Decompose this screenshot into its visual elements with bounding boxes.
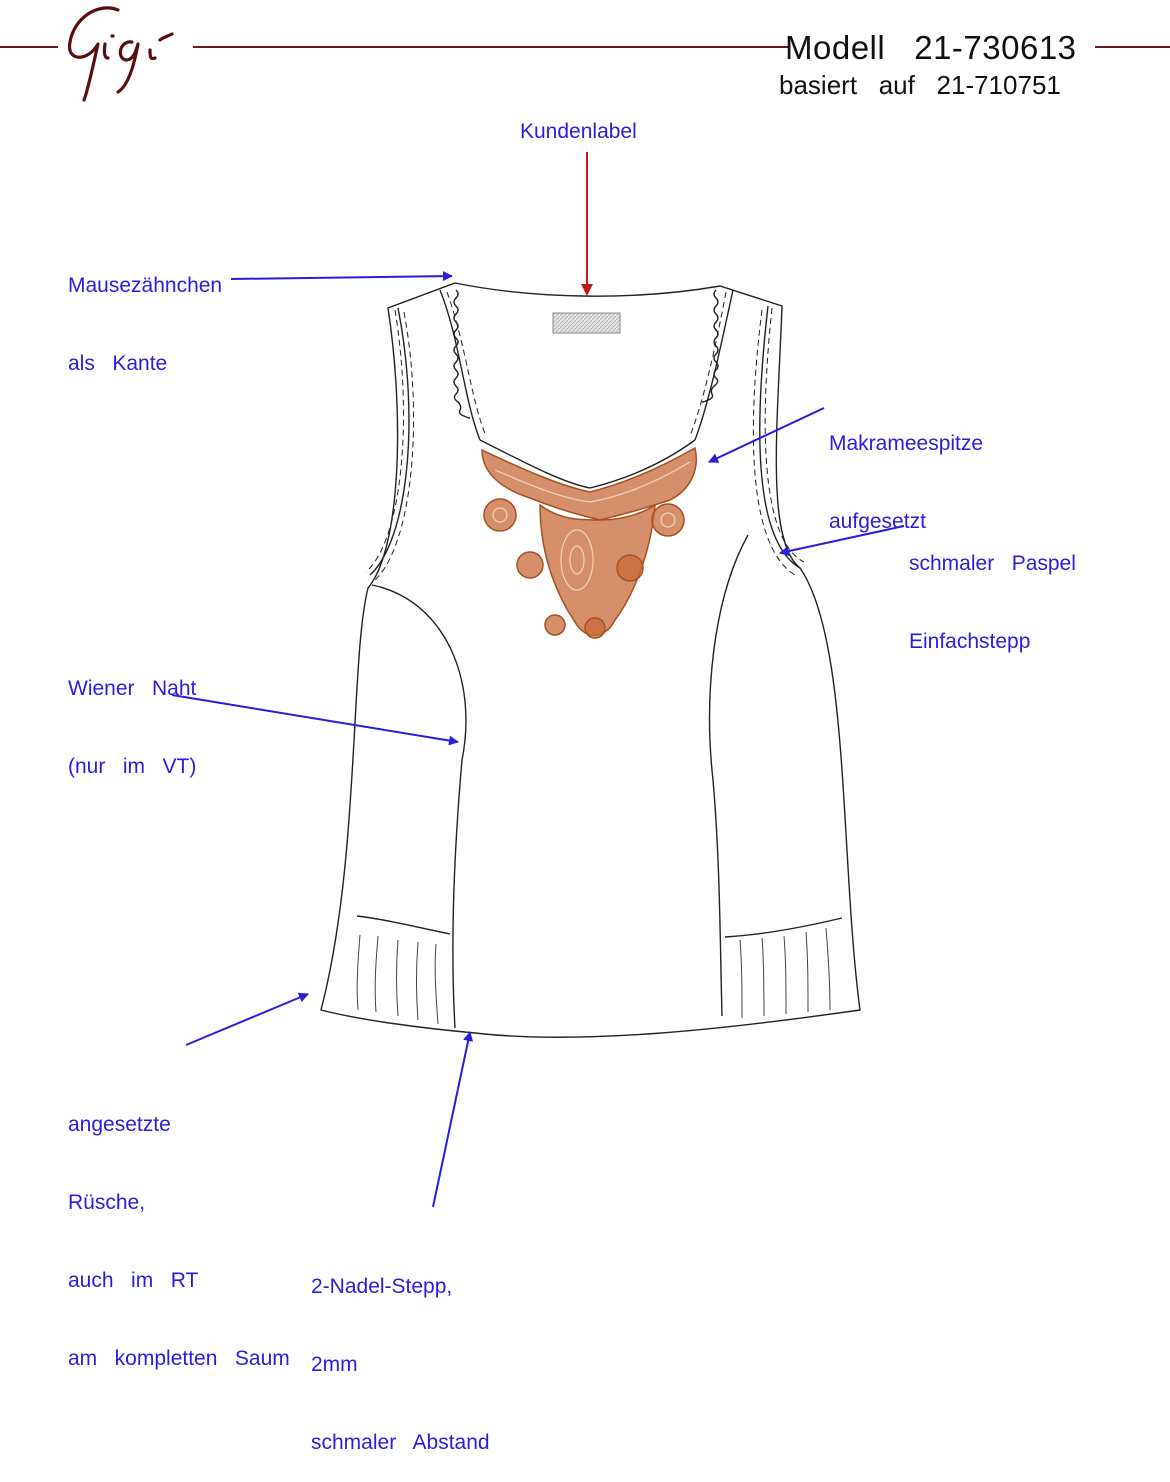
label-stitch-line1: 2-Nadel-Stepp, bbox=[311, 1275, 453, 1298]
label-stitch bbox=[311, 1222, 490, 1482]
label-mouse-teeth-line1: Mausezähnchen bbox=[68, 274, 223, 297]
label-customer-label: Kundenlabel bbox=[520, 120, 637, 143]
label-stitch-line3: schmaler Abstand bbox=[311, 1431, 490, 1454]
label-viennese-line1: Wiener Naht bbox=[68, 677, 197, 700]
right-viennese-seam bbox=[710, 535, 748, 1016]
label-macrame-line2: aufgesetzt bbox=[829, 510, 926, 533]
right-ruffle-seam bbox=[725, 918, 842, 937]
model-number-title: Modell 21-730613 bbox=[785, 29, 1077, 66]
label-mouse-teeth bbox=[68, 221, 222, 403]
arrow-macrame bbox=[709, 408, 824, 462]
label-ruffle bbox=[68, 1060, 290, 1398]
left-ruffle-seam bbox=[357, 916, 450, 934]
label-ruffle-line3: auch im RT bbox=[68, 1269, 199, 1292]
based-on-model: basiert auf 21-710751 bbox=[779, 70, 1061, 100]
label-viennese-seam bbox=[68, 624, 196, 806]
label-piping bbox=[909, 499, 1076, 681]
customer-label-patch bbox=[553, 313, 620, 333]
label-macrame-line1: Makrameespitze bbox=[829, 432, 984, 455]
label-stitch-line2: 2mm bbox=[311, 1353, 358, 1376]
arrow-mouse-teeth bbox=[231, 276, 452, 279]
gigi-logo bbox=[70, 8, 172, 100]
left-viennese-seam bbox=[372, 585, 466, 1028]
ruffle-gathers bbox=[357, 928, 830, 1024]
label-ruffle-line1: angesetzte bbox=[68, 1113, 171, 1136]
label-ruffle-line4: am kompletten Saum bbox=[68, 1347, 290, 1370]
label-piping-line1: schmaler Paspel bbox=[909, 552, 1076, 575]
label-mouse-teeth-line2: als Kante bbox=[68, 352, 168, 375]
mouse-teeth-edge bbox=[454, 290, 718, 418]
top-garment bbox=[321, 283, 860, 1037]
arrow-stitch bbox=[433, 1032, 470, 1207]
label-piping-line2: Einfachstepp bbox=[909, 630, 1031, 653]
arrow-viennese-seam bbox=[172, 695, 458, 742]
label-viennese-line2: (nur im VT) bbox=[68, 755, 197, 778]
left-strap-inner bbox=[440, 290, 480, 440]
label-ruffle-line2: Rüsche, bbox=[68, 1191, 146, 1214]
arrow-ruffle bbox=[186, 994, 308, 1045]
